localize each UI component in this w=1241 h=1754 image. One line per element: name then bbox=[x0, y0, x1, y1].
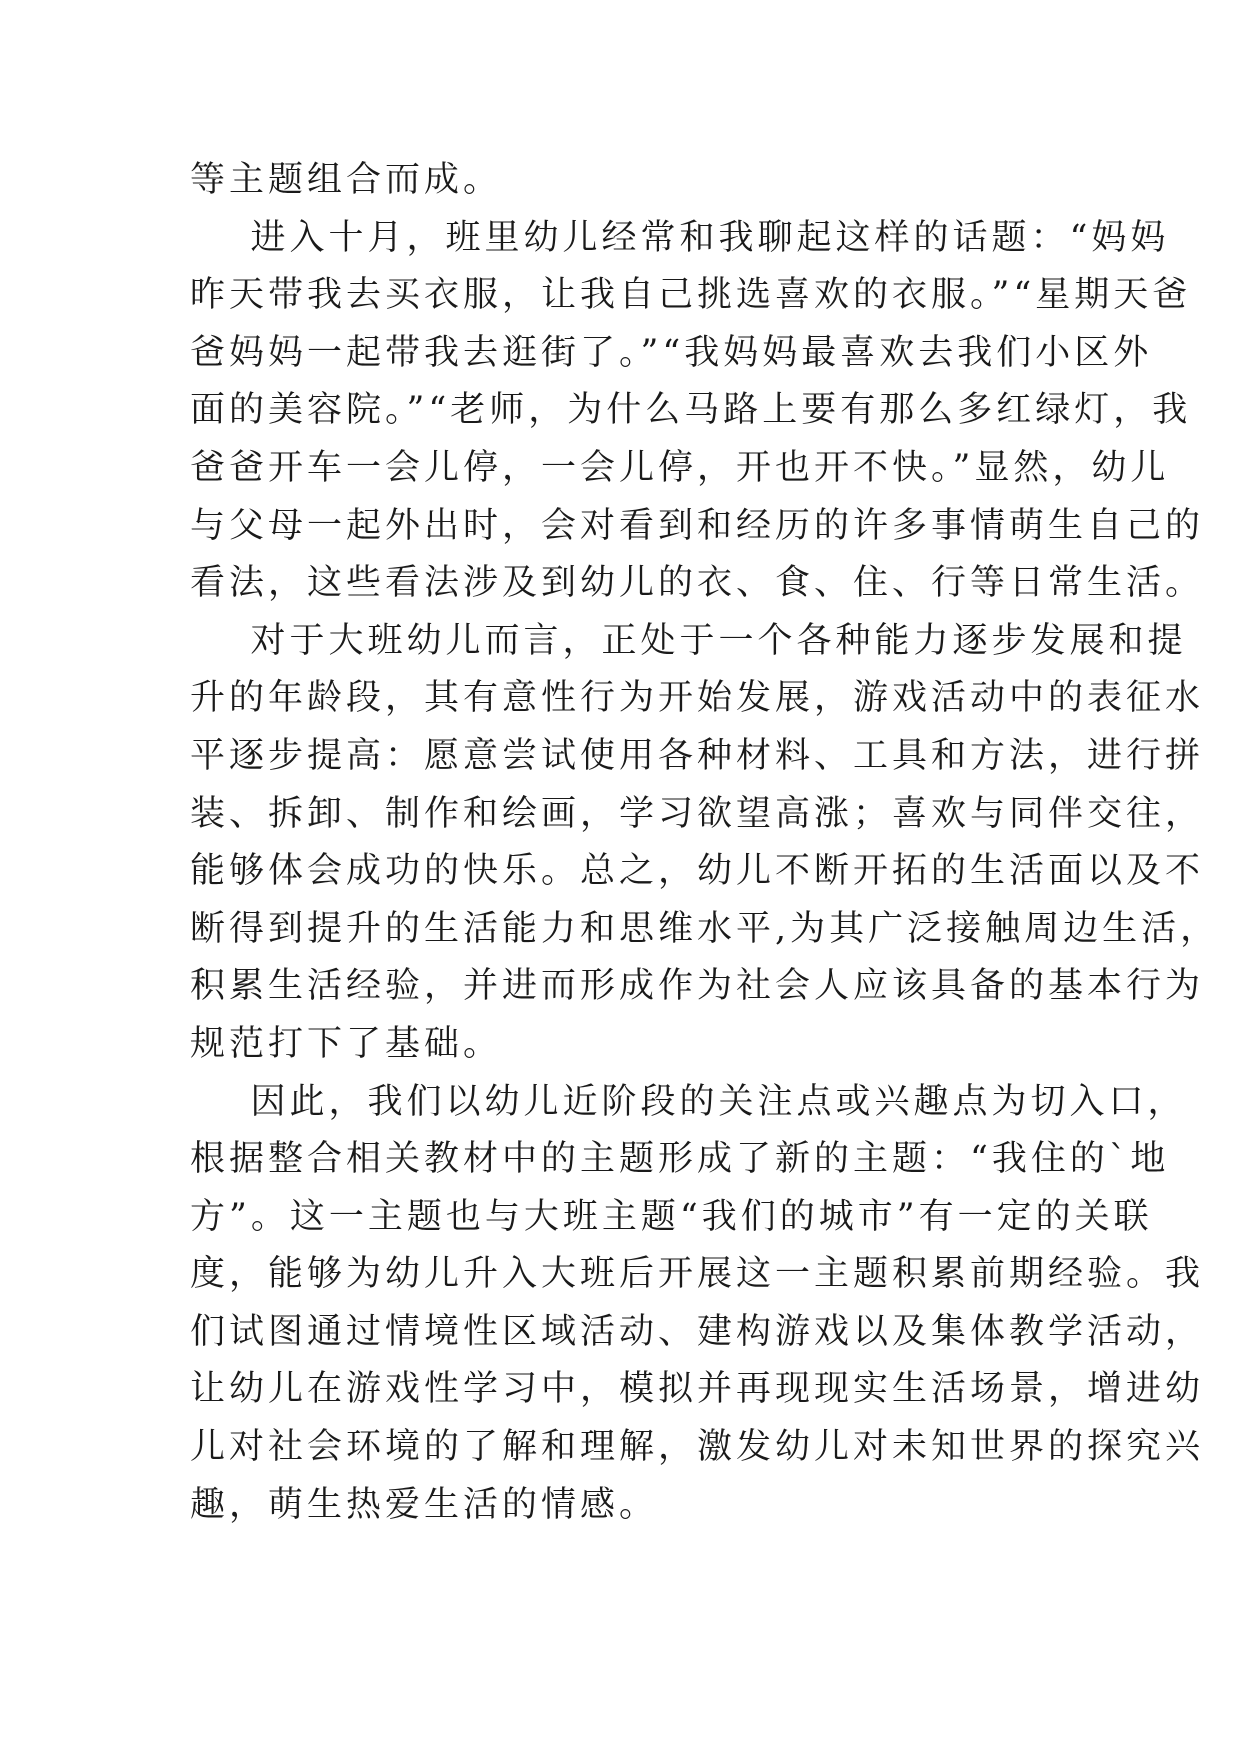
text-line: 进入十月，班里幼儿经常和我聊起这样的话题：“妈妈 bbox=[190, 217, 1170, 258]
text-line: 趣，萌生热爱生活的情感。 bbox=[190, 1484, 659, 1525]
text-line: 规范打下了基础。 bbox=[190, 1023, 503, 1064]
text-line: 等主题组合而成。 bbox=[190, 160, 503, 200]
text-line: 度，能够为幼儿升入大班后开展这一主题积累前期经验。我 bbox=[190, 1254, 1205, 1295]
text-line: 因此，我们以幼儿近阶段的关注点或兴趣点为切入口， bbox=[190, 1081, 1187, 1122]
text-line: 面的美容院。”“老师，为什么马路上要有那么多红绿灯，我 bbox=[190, 390, 1192, 431]
text-line: 平逐步提高：愿意尝试使用各种材料、工具和方法，进行拼 bbox=[190, 735, 1205, 776]
text-line: 与父母一起外出时，会对看到和经历的许多事情萌生自己的 bbox=[190, 505, 1205, 546]
text-line: 装、拆卸、制作和绘画，学习欲望高涨；喜欢与同伴交往， bbox=[190, 793, 1205, 834]
text-line: 昨天带我去买衣服，让我自己挑选喜欢的衣服。”“星期天爸 bbox=[190, 275, 1192, 316]
text-line: 儿对社会环境的了解和理解，激发幼儿对未知世界的探究兴 bbox=[190, 1427, 1205, 1468]
text-line: 积累生活经验，并进而形成作为社会人应该具备的基本行为 bbox=[190, 966, 1205, 1007]
text-line: 们试图通过情境性区域活动、建构游戏以及集体教学活动， bbox=[190, 1311, 1205, 1352]
text-line: 让幼儿在游戏性学习中，模拟并再现现实生活场景，增进幼 bbox=[190, 1369, 1205, 1410]
text-line: 方”。这一主题也与大班主题“我们的城市”有一定的关联 bbox=[190, 1196, 1153, 1237]
text-line: 看法，这些看法涉及到幼儿的衣、食、住、行等日常生活。 bbox=[190, 563, 1205, 604]
text-line: 断得到提升的生活能力和思维水平,为其广泛接触周边生活， bbox=[190, 908, 1220, 949]
text-line: 能够体会成功的快乐。总之，幼儿不断开拓的生活面以及不 bbox=[190, 851, 1205, 892]
text-line: 升的年龄段，其有意性行为开始发展，游戏活动中的表征水 bbox=[190, 678, 1205, 719]
text-line: 根据整合相关教材中的主题形成了新的主题：“我住的`地 bbox=[190, 1139, 1170, 1180]
body-text bbox=[190, 152, 1220, 1534]
text-line: 爸爸开车一会儿停，一会儿停，开也开不快。”显然，幼儿 bbox=[190, 447, 1170, 488]
text-line: 对于大班幼儿而言，正处于一个各种能力逐步发展和提 bbox=[190, 620, 1187, 661]
text-line: 爸妈妈一起带我去逛街了。”“我妈妈最喜欢去我们小区外 bbox=[190, 332, 1153, 373]
